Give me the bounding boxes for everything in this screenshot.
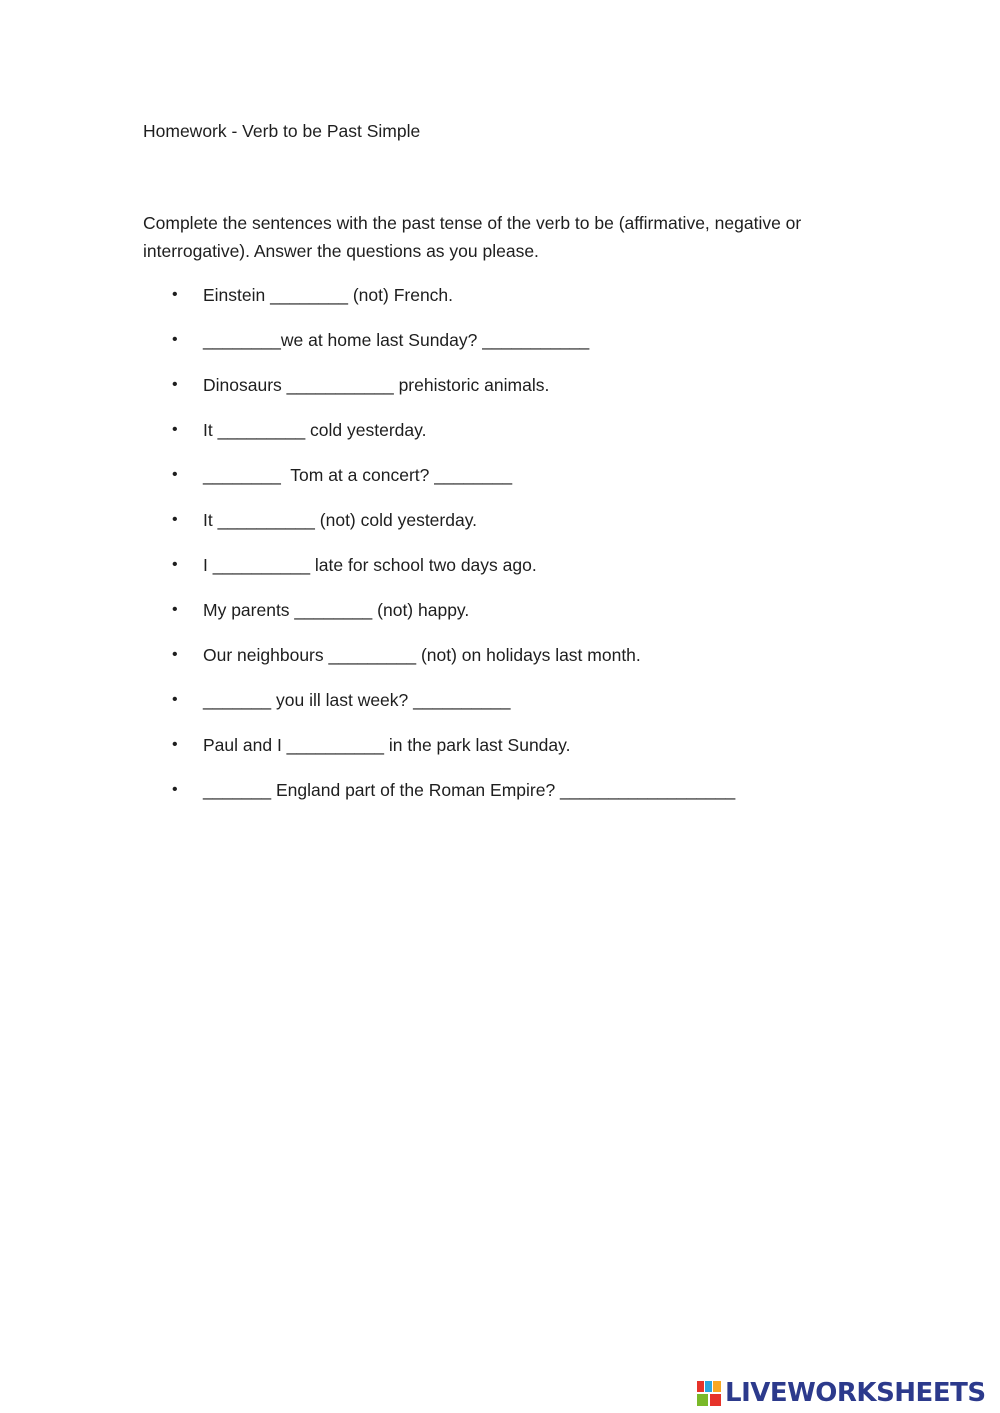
exercise-item <box>0 552 1000 597</box>
bullet-icon: • <box>172 646 178 663</box>
exercise-item <box>0 372 1000 417</box>
page-title: Homework - Verb to be Past Simple <box>143 121 421 141</box>
exercise-item <box>0 642 1000 687</box>
exercise-sentence: It __________ (not) cold yesterday. <box>203 510 478 530</box>
bullet-icon: • <box>172 331 178 348</box>
exercise-list <box>0 282 1000 822</box>
exercise-sentence: I __________ late for school two days ago. <box>203 555 537 575</box>
bullet-icon: • <box>172 736 178 753</box>
instructions-text: Complete the sentences with the past tense of the verb to be (affirmative, negative or interrogative). Answer the questions as you please. <box>143 213 802 261</box>
exercise-item <box>0 687 1000 732</box>
exercise-sentence: Our neighbours _________ (not) on holidays last month. <box>203 645 641 665</box>
bullet-icon: • <box>172 286 178 303</box>
exercise-sentence: It _________ cold yesterday. <box>203 420 427 440</box>
bullet-icon: • <box>172 511 178 528</box>
exercise-sentence: _______ you ill last week? __________ <box>203 690 511 710</box>
bullet-icon: • <box>172 556 178 573</box>
exercise-sentence: Dinosaurs ___________ prehistoric animals. <box>203 375 550 395</box>
exercise-item <box>0 417 1000 462</box>
bullet-icon: • <box>172 421 178 438</box>
exercise-sentence: ________ Tom at a concert? ________ <box>203 465 513 485</box>
exercise-item <box>0 462 1000 507</box>
exercise-item <box>0 327 1000 372</box>
exercise-sentence: _______ England part of the Roman Empire? __________________ <box>203 780 736 800</box>
logo-wordmark: LIVEWORKSHEETS <box>725 1378 986 1408</box>
exercise-item <box>0 507 1000 552</box>
exercise-sentence: My parents ________ (not) happy. <box>203 600 470 620</box>
liveworksheets-mark-icon <box>697 1381 722 1406</box>
exercise-sentence: Einstein ________ (not) French. <box>203 285 454 305</box>
liveworksheets-logo <box>697 1377 986 1409</box>
bullet-icon: • <box>172 781 178 798</box>
exercise-item <box>0 282 1000 327</box>
bullet-icon: • <box>172 376 178 393</box>
exercise-item <box>0 597 1000 642</box>
bullet-icon: • <box>172 601 178 618</box>
bullet-icon: • <box>172 691 178 708</box>
exercise-sentence: ________we at home last Sunday? ___________ <box>203 330 590 350</box>
exercise-item <box>0 777 1000 822</box>
exercise-sentence: Paul and I __________ in the park last Sunday. <box>203 735 571 755</box>
bullet-icon: • <box>172 466 178 483</box>
exercise-item <box>0 732 1000 777</box>
